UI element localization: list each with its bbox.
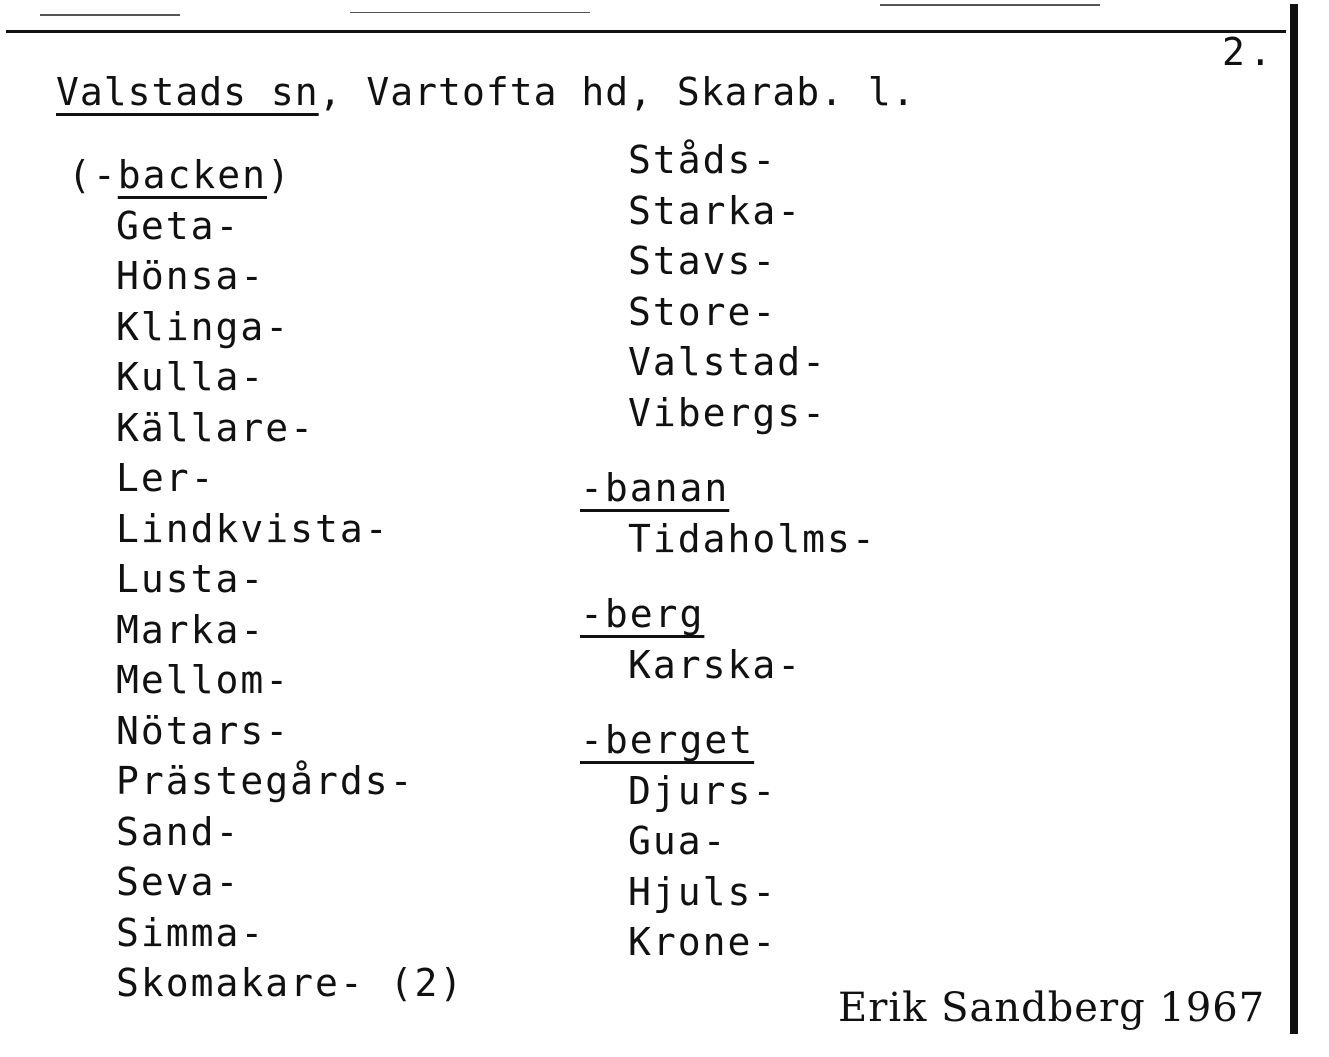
list-item: Ståds-: [628, 138, 778, 182]
parish-name: Valstads sn: [56, 70, 319, 114]
list-item: Ler-: [116, 456, 216, 500]
right-column: [580, 135, 877, 968]
list-item: Krone-: [628, 920, 778, 964]
list-item: Vibergs-: [628, 390, 828, 435]
list-item: Starka-: [628, 188, 803, 233]
list-item: Skomakare- (2): [116, 961, 465, 1005]
list-item: Hjuls-: [628, 869, 778, 914]
section-heading: [580, 715, 877, 766]
scan-mark: [350, 12, 590, 13]
heading-word: backen: [117, 153, 268, 197]
card-header: [56, 70, 916, 114]
list-item: Klinga-: [116, 304, 291, 349]
list-item: Sand-: [116, 809, 241, 854]
list-item: Seva-: [116, 860, 241, 904]
heading-word: -berget: [580, 718, 755, 762]
list-item: Geta-: [116, 203, 241, 248]
list-item: Lindkvista-: [116, 506, 390, 551]
list-item: Djurs-: [628, 768, 778, 813]
list-item: Stavs-: [628, 239, 778, 283]
list-item: Mellom-: [116, 658, 291, 702]
list-item: Källare-: [116, 405, 316, 450]
list-item: Simma-: [116, 910, 266, 955]
author-signature: Erik Sandberg 1967: [838, 985, 1266, 1031]
list-item: Hönsa-: [116, 254, 266, 298]
list-item: Prästegårds-: [116, 759, 415, 803]
list-item: Marka-: [116, 607, 266, 652]
list-item: Karska-: [628, 642, 803, 687]
section-heading: [580, 589, 877, 640]
page-number: 2.: [1222, 30, 1276, 74]
section-heading: (-backen): [68, 153, 292, 197]
scan-mark: [880, 4, 1100, 6]
list-item: Kulla-: [116, 355, 266, 399]
card-right-border: [1290, 4, 1298, 1034]
section-heading: [580, 463, 877, 514]
left-column: [68, 150, 465, 1009]
list-item: Store-: [628, 289, 778, 334]
list-item: Tidaholms-: [628, 516, 877, 561]
list-item: Valstad-: [628, 340, 828, 384]
list-item: Nötars-: [116, 708, 291, 753]
card-top-border: [6, 30, 1286, 33]
list-item: Gua-: [628, 819, 728, 863]
heading-word: -banan: [580, 466, 730, 510]
list-item: Lusta-: [116, 557, 266, 601]
heading-word: -berg: [580, 592, 705, 636]
header-location: , Vartofta hd, Skarab. l.: [318, 70, 916, 114]
scan-mark: [40, 14, 180, 16]
